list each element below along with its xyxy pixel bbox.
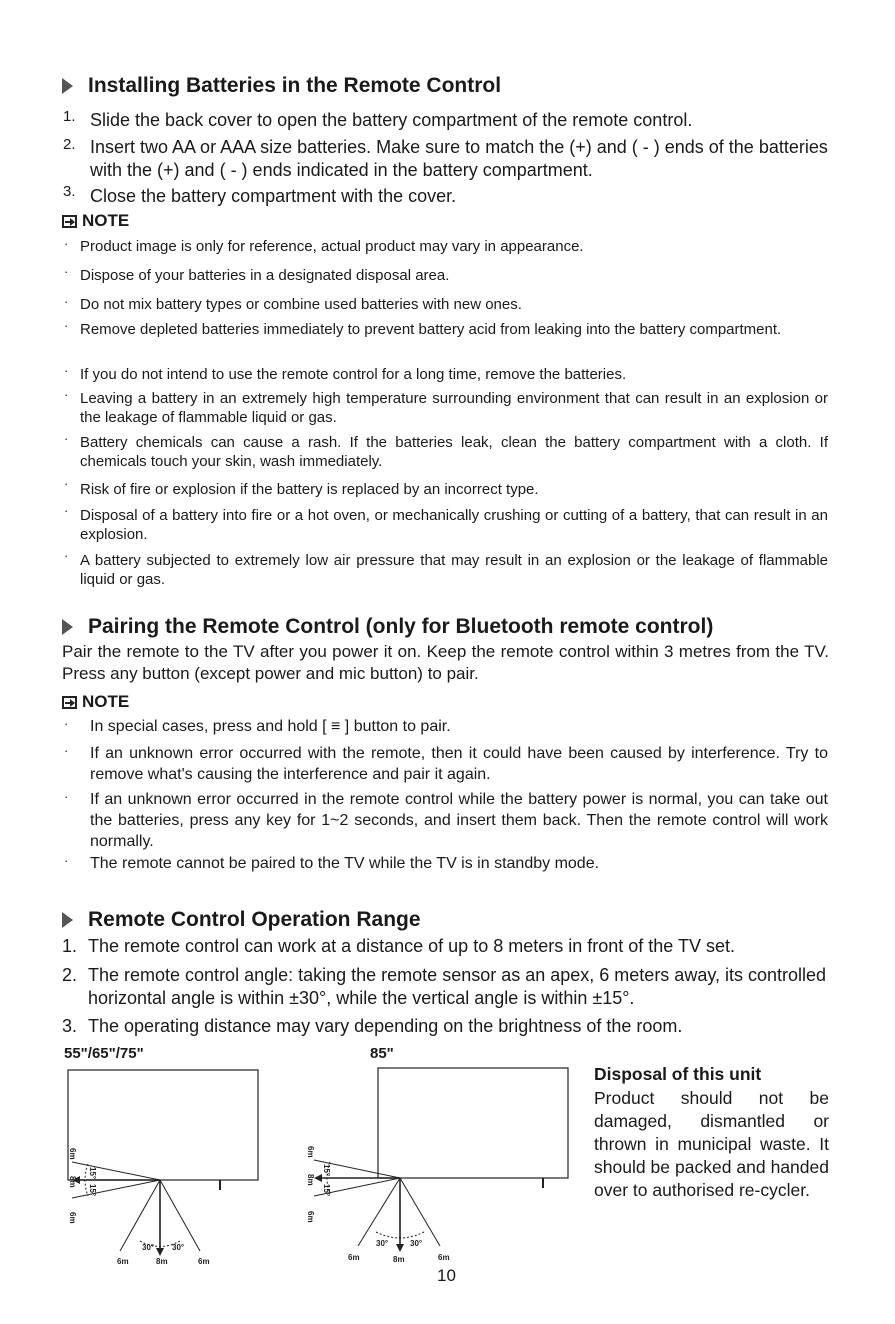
disposal-title: Disposal of this unit: [594, 1064, 762, 1084]
note-item: Risk of fire or explosion if the battery is replaced by an incorrect type.: [80, 481, 539, 498]
distance-6m-label: 6m: [306, 1146, 315, 1158]
page-number: 10: [437, 1266, 456, 1285]
triangle-bullet-icon: [62, 912, 73, 928]
bullet: ·: [64, 294, 69, 309]
bullet: ·: [64, 318, 69, 333]
range-item: 3. The operating distance may vary depending on the brightness of the room.: [62, 1016, 683, 1036]
angle-15-label: 15°: [88, 1167, 97, 1180]
range-diagram-left: [60, 1066, 275, 1266]
distance-6m-label: 6m: [117, 1257, 129, 1266]
distance-8m-label: 8m: [156, 1257, 168, 1266]
note-item: If an unknown error occurred with the remote, then it could have been caused by interference. Try to remove what's causing the interference and pair it again.: [90, 745, 828, 783]
note-item: Disposal of a battery into fire or a hot oven, or mechanically crushing or cutting of a battery, that can result in an explosion.: [80, 507, 828, 543]
note-item: Product image is only for reference, actual product may vary in appearance.: [80, 238, 584, 255]
range-item: 2. The remote control angle: taking the remote sensor as an apex, 6 meters away, its controlled horizontal angle is within ±30°, while the vertical angle is within ±15°.: [62, 965, 827, 1008]
note-item: Battery chemicals can cause a rash. If the batteries leak, clean the battery compartment with a cloth. If chemicals touch your skin, wash immediately.: [80, 434, 828, 470]
note-item: Do not mix battery types or combine used batteries with new ones.: [80, 296, 522, 313]
range-diagram-right: [300, 1066, 575, 1266]
bullet: ·: [64, 264, 69, 279]
pairing-intro: Pair the remote to the TV after you power it on. Keep the remote control within 3 metres from the TV. Press any button (except power and mic button) to pair.: [62, 642, 829, 683]
angle-15-label: 15°: [322, 1164, 331, 1177]
distance-6m-label: 6m: [348, 1253, 360, 1262]
distance-6m-label: 6m: [306, 1211, 315, 1223]
bullet: ·: [64, 743, 69, 758]
angle-30-label: 30°: [172, 1243, 185, 1252]
step-text: Slide the back cover to open the battery compartment of the remote control.: [90, 110, 693, 130]
note-label: NOTE: [62, 692, 129, 712]
bullet: ·: [64, 548, 69, 563]
diagram-size-label-left: 55"/65"/75": [64, 1045, 144, 1062]
step-text: Close the battery compartment with the cover.: [90, 186, 457, 206]
step-number: 2.: [63, 136, 76, 153]
note-item: If an unknown error occurred in the remote control while the battery power is normal, you can take out the batteries, press any key for 1~2 seconds, and insert them back. Then the remote control will work normally.: [90, 791, 828, 850]
bullet: ·: [64, 387, 69, 402]
bullet: ·: [64, 476, 69, 491]
bullet: ·: [64, 853, 69, 868]
angle-15-label: 15°: [322, 1184, 331, 1197]
distance-6m-label: 6m: [68, 1148, 77, 1160]
angle-30-label: 30°: [142, 1243, 155, 1252]
bullet: ·: [64, 363, 69, 378]
bullet: ·: [64, 431, 69, 446]
note-item: A battery subjected to extremely low air pressure that may result in an explosion or the leakage of flammable liquid or gas.: [80, 552, 828, 588]
note-item: If you do not intend to use the remote control for a long time, remove the batteries.: [80, 366, 627, 383]
angle-30-label: 30°: [410, 1239, 423, 1248]
note-arrow-icon: [62, 696, 77, 709]
note-item: The remote cannot be paired to the TV while the TV is in standby mode.: [90, 855, 600, 872]
bullet: ·: [64, 789, 69, 804]
note-item: Dispose of your batteries in a designated disposal area.: [80, 267, 450, 284]
note-label: NOTE: [62, 211, 129, 231]
distance-8m-label: 8m: [68, 1176, 77, 1188]
distance-6m-label: 6m: [438, 1253, 450, 1262]
section-heading-range: Remote Control Operation Range: [62, 908, 421, 932]
distance-8m-label: 8m: [393, 1255, 405, 1264]
disposal-text: Product should not be damaged, dismantled or thrown in municipal waste. It should be packed and handed over to authorised re-cycler.: [594, 1088, 829, 1200]
note-item: Leaving a battery in an extremely high temperature surrounding environment that can result in an explosion or the leakage of flammable liquid or gas.: [80, 390, 828, 426]
distance-8m-label: 8m: [306, 1174, 315, 1186]
step-number: 1.: [63, 108, 76, 125]
angle-15-label: 15°: [88, 1184, 97, 1197]
distance-6m-label: 6m: [198, 1257, 210, 1266]
triangle-bullet-icon: [62, 78, 73, 94]
section-heading-pairing: Pairing the Remote Control (only for Bluetooth remote control): [62, 615, 713, 639]
step-text: Insert two AA or AAA size batteries. Make sure to match the (+) and ( - ) ends of the batteries with the (+) and ( - ) ends indicated in the battery compartment.: [90, 137, 828, 180]
note-item: Remove depleted batteries immediately to prevent battery acid from leaking into the battery compartment.: [80, 321, 782, 338]
distance-6m-label: 6m: [68, 1212, 77, 1224]
angle-30-label: 30°: [376, 1239, 389, 1248]
step-number: 3.: [63, 183, 76, 200]
section-heading-batteries: Installing Batteries in the Remote Control: [62, 74, 501, 98]
bullet: ·: [64, 236, 69, 251]
bullet: ·: [64, 503, 69, 518]
bullet: ·: [64, 716, 69, 731]
triangle-bullet-icon: [62, 619, 73, 635]
diagram-size-label-right: 85": [370, 1045, 394, 1062]
note-arrow-icon: [62, 215, 77, 228]
note-item: In special cases, press and hold [ ≡ ] button to pair.: [90, 718, 451, 735]
range-item: 1. The remote control can work at a distance of up to 8 meters in front of the TV set.: [62, 936, 735, 956]
